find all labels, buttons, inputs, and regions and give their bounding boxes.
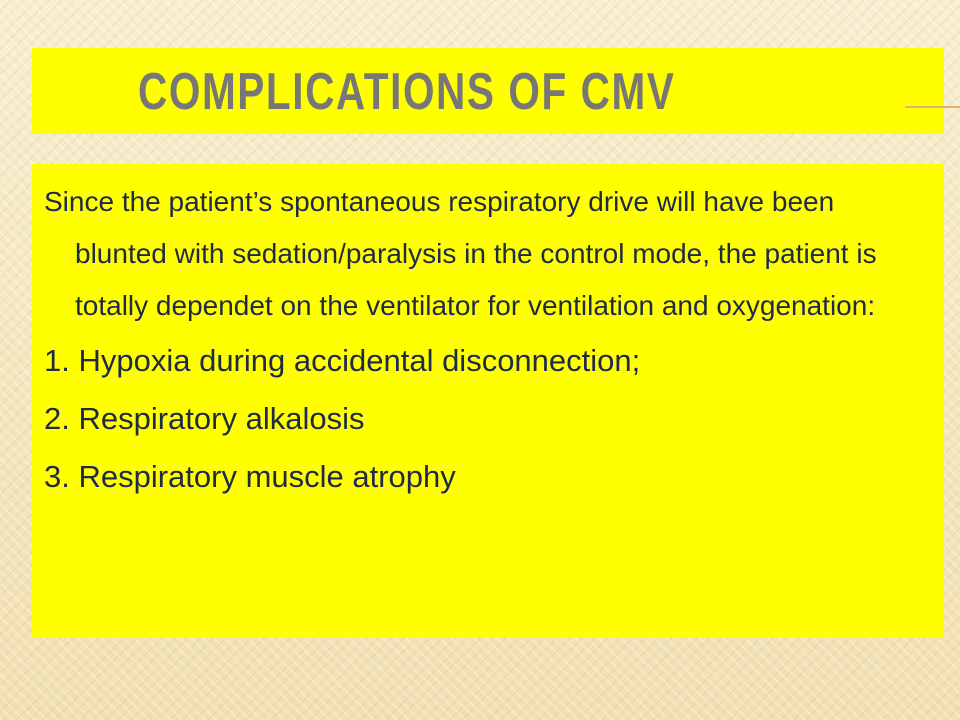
list-item-3: 3. Respiratory muscle atrophy	[44, 459, 456, 494]
list-item-1: 1. Hypoxia during accidental disconnection;	[44, 343, 641, 378]
list-item-2: 2. Respiratory alkalosis	[44, 401, 365, 436]
content-box	[32, 164, 944, 638]
title-box	[32, 48, 944, 134]
content-text	[44, 176, 924, 506]
title-divider-line	[905, 106, 960, 108]
intro-paragraph: Since the patient’s spontaneous respiratory drive will have been blunted with sedation/paralysis in the control mode, the patient is totally dependet on the ventilator for ventilation and oxygenation:	[44, 186, 877, 321]
slide-title: COMPLICATIONS OF CMV	[138, 63, 676, 121]
